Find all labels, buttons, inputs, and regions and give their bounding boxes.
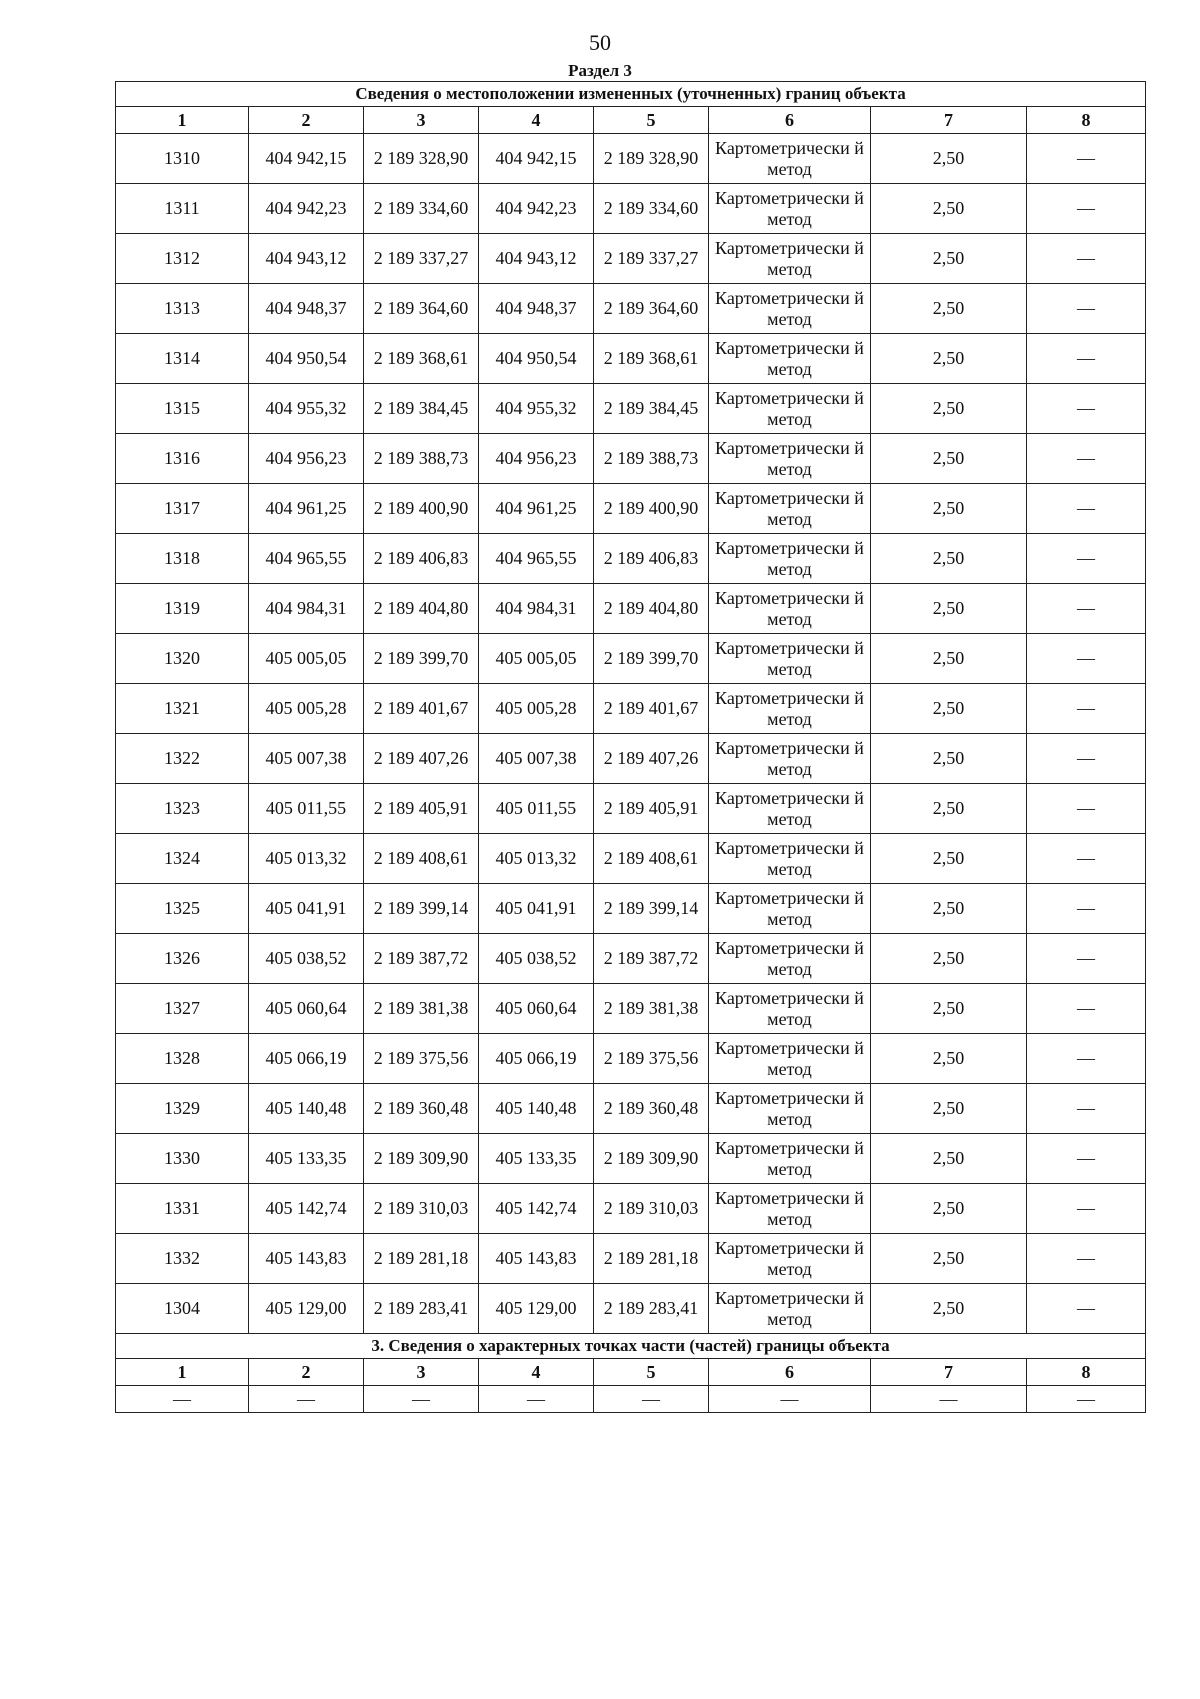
y-refined-cell: 2 189 381,38 [594,984,709,1034]
parts-cell: — [871,1386,1027,1413]
point-number-cell: 1318 [116,534,249,584]
column-number: 4 [479,1359,594,1386]
y-refined-cell: 2 189 368,61 [594,334,709,384]
table-caption: Сведения о местоположении измененных (уточненных) границ объекта [116,82,1146,107]
accuracy-cell: 2,50 [871,884,1027,934]
point-number-cell: 1319 [116,584,249,634]
x-existing-cell: 405 005,28 [249,684,364,734]
x-refined-cell: 405 007,38 [479,734,594,784]
y-refined-cell: 2 189 401,67 [594,684,709,734]
table-row [116,534,1146,584]
table-row [116,684,1146,734]
accuracy-cell: 2,50 [871,734,1027,784]
x-refined-cell: 404 950,54 [479,334,594,384]
x-existing-cell: 405 038,52 [249,934,364,984]
x-existing-cell: 405 129,00 [249,1284,364,1334]
table-row [116,1084,1146,1134]
y-existing-cell: 2 189 387,72 [364,934,479,984]
accuracy-cell: 2,50 [871,584,1027,634]
y-existing-cell: 2 189 401,67 [364,684,479,734]
y-existing-cell: 2 189 360,48 [364,1084,479,1134]
point-number-cell: 1320 [116,634,249,684]
accuracy-cell: 2,50 [871,234,1027,284]
point-number-cell: 1322 [116,734,249,784]
note-cell: — [1027,584,1146,634]
x-refined-cell: 404 948,37 [479,284,594,334]
method-cell: Картометрически й метод [709,1234,871,1284]
x-refined-cell: 405 066,19 [479,1034,594,1084]
y-existing-cell: 2 189 283,41 [364,1284,479,1334]
y-refined-cell: 2 189 281,18 [594,1234,709,1284]
x-existing-cell: 405 013,32 [249,834,364,884]
y-refined-cell: 2 189 328,90 [594,134,709,184]
point-number-cell: 1314 [116,334,249,384]
column-number: 8 [1027,107,1146,134]
y-refined-cell: 2 189 388,73 [594,434,709,484]
x-existing-cell: 404 956,23 [249,434,364,484]
parts-cell: — [709,1386,871,1413]
y-existing-cell: 2 189 368,61 [364,334,479,384]
point-number-cell: 1325 [116,884,249,934]
y-existing-cell: 2 189 407,26 [364,734,479,784]
method-cell: Картометрически й метод [709,734,871,784]
method-cell: Картометрически й метод [709,1284,871,1334]
accuracy-cell: 2,50 [871,434,1027,484]
x-existing-cell: 405 011,55 [249,784,364,834]
x-existing-cell: 404 942,23 [249,184,364,234]
table-row [116,334,1146,384]
note-cell: — [1027,1134,1146,1184]
x-refined-cell: 405 142,74 [479,1184,594,1234]
note-cell: — [1027,934,1146,984]
point-number-cell: 1324 [116,834,249,884]
column-number: 1 [116,1359,249,1386]
method-cell: Картометрически й метод [709,1134,871,1184]
table-row [116,234,1146,284]
y-refined-cell: 2 189 408,61 [594,834,709,884]
column-number: 3 [364,107,479,134]
x-refined-cell: 405 143,83 [479,1234,594,1284]
accuracy-cell: 2,50 [871,534,1027,584]
y-existing-cell: 2 189 399,14 [364,884,479,934]
column-number: 2 [249,107,364,134]
y-existing-cell: 2 189 381,38 [364,984,479,1034]
y-refined-cell: 2 189 407,26 [594,734,709,784]
accuracy-cell: 2,50 [871,984,1027,1034]
point-number-cell: 1329 [116,1084,249,1134]
x-existing-cell: 404 961,25 [249,484,364,534]
y-refined-cell: 2 189 360,48 [594,1084,709,1134]
note-cell: — [1027,184,1146,234]
note-cell: — [1027,134,1146,184]
accuracy-cell: 2,50 [871,384,1027,434]
column-number: 5 [594,107,709,134]
accuracy-cell: 2,50 [871,1184,1027,1234]
note-cell: — [1027,234,1146,284]
y-existing-cell: 2 189 406,83 [364,534,479,584]
y-refined-cell: 2 189 283,41 [594,1284,709,1334]
column-number: 8 [1027,1359,1146,1386]
parts-cell: — [364,1386,479,1413]
table-row [116,384,1146,434]
method-cell: Картометрически й метод [709,884,871,934]
y-existing-cell: 2 189 310,03 [364,1184,479,1234]
parts-cell: — [594,1386,709,1413]
x-existing-cell: 404 955,32 [249,384,364,434]
accuracy-cell: 2,50 [871,834,1027,884]
accuracy-cell: 2,50 [871,134,1027,184]
y-existing-cell: 2 189 364,60 [364,284,479,334]
method-cell: Картометрически й метод [709,584,871,634]
method-cell: Картометрически й метод [709,984,871,1034]
x-refined-cell: 405 011,55 [479,784,594,834]
parts-cell: — [1027,1386,1146,1413]
note-cell: — [1027,1284,1146,1334]
y-refined-cell: 2 189 384,45 [594,384,709,434]
method-cell: Картометрически й метод [709,534,871,584]
table-row [116,134,1146,184]
accuracy-cell: 2,50 [871,1084,1027,1134]
table-row [116,834,1146,884]
parts-row [116,1386,1146,1413]
y-refined-cell: 2 189 400,90 [594,484,709,534]
accuracy-cell: 2,50 [871,634,1027,684]
x-existing-cell: 404 943,12 [249,234,364,284]
section-title: Раздел 3 [568,61,632,80]
table-row [116,984,1146,1034]
column-number-row [116,107,1146,134]
point-number-cell: 1315 [116,384,249,434]
note-cell: — [1027,534,1146,584]
point-number-cell: 1316 [116,434,249,484]
x-existing-cell: 405 066,19 [249,1034,364,1084]
method-cell: Картометрически й метод [709,684,871,734]
point-number-cell: 1328 [116,1034,249,1084]
x-existing-cell: 405 041,91 [249,884,364,934]
note-cell: — [1027,1184,1146,1234]
table-row [116,634,1146,684]
method-cell: Картометрически й метод [709,1084,871,1134]
note-cell: — [1027,684,1146,734]
note-cell: — [1027,634,1146,684]
method-cell: Картометрически й метод [709,384,871,434]
column-number: 7 [871,1359,1027,1386]
point-number-cell: 1326 [116,934,249,984]
table-row [116,784,1146,834]
point-number-cell: 1313 [116,284,249,334]
method-cell: Картометрически й метод [709,934,871,984]
table-row [116,484,1146,534]
x-existing-cell: 404 950,54 [249,334,364,384]
accuracy-cell: 2,50 [871,1284,1027,1334]
method-cell: Картометрически й метод [709,1034,871,1084]
y-refined-cell: 2 189 364,60 [594,284,709,334]
y-refined-cell: 2 189 310,03 [594,1184,709,1234]
x-existing-cell: 405 060,64 [249,984,364,1034]
x-refined-cell: 405 005,28 [479,684,594,734]
method-cell: Картометрически й метод [709,284,871,334]
point-number-cell: 1321 [116,684,249,734]
point-number-cell: 1327 [116,984,249,1034]
table-row [116,884,1146,934]
table-row [116,1234,1146,1284]
table-row [116,934,1146,984]
accuracy-cell: 2,50 [871,1234,1027,1284]
x-existing-cell: 405 005,05 [249,634,364,684]
point-number-cell: 1330 [116,1134,249,1184]
y-existing-cell: 2 189 408,61 [364,834,479,884]
point-number-cell: 1323 [116,784,249,834]
y-refined-cell: 2 189 309,90 [594,1134,709,1184]
method-cell: Картометрически й метод [709,134,871,184]
y-existing-cell: 2 189 337,27 [364,234,479,284]
note-cell: — [1027,484,1146,534]
note-cell: — [1027,984,1146,1034]
note-cell: — [1027,434,1146,484]
parts-cell: — [116,1386,249,1413]
note-cell: — [1027,284,1146,334]
table-row [116,434,1146,484]
x-existing-cell: 405 143,83 [249,1234,364,1284]
y-refined-cell: 2 189 406,83 [594,534,709,584]
point-number-cell: 1311 [116,184,249,234]
x-refined-cell: 405 060,64 [479,984,594,1034]
point-number-cell: 1331 [116,1184,249,1234]
column-number: 6 [709,1359,871,1386]
x-refined-cell: 405 013,32 [479,834,594,884]
y-refined-cell: 2 189 399,14 [594,884,709,934]
x-refined-cell: 405 041,91 [479,884,594,934]
point-number-cell: 1310 [116,134,249,184]
y-existing-cell: 2 189 334,60 [364,184,479,234]
accuracy-cell: 2,50 [871,684,1027,734]
accuracy-cell: 2,50 [871,1134,1027,1184]
point-number-cell: 1332 [116,1234,249,1284]
table-row [116,1184,1146,1234]
note-cell: — [1027,834,1146,884]
method-cell: Картометрически й метод [709,634,871,684]
y-existing-cell: 2 189 309,90 [364,1134,479,1184]
y-existing-cell: 2 189 399,70 [364,634,479,684]
x-refined-cell: 405 038,52 [479,934,594,984]
x-refined-cell: 405 133,35 [479,1134,594,1184]
table-row [116,1134,1146,1184]
note-cell: — [1027,1034,1146,1084]
x-existing-cell: 405 133,35 [249,1134,364,1184]
x-refined-cell: 405 005,05 [479,634,594,684]
page-number: 50 [589,30,611,55]
accuracy-cell: 2,50 [871,284,1027,334]
table-row [116,1284,1146,1334]
boundary-coordinates-table [115,81,1146,1413]
method-cell: Картометрически й метод [709,834,871,884]
table-row [116,184,1146,234]
method-cell: Картометрически й метод [709,184,871,234]
y-existing-cell: 2 189 400,90 [364,484,479,534]
point-number-cell: 1304 [116,1284,249,1334]
y-existing-cell: 2 189 404,80 [364,584,479,634]
method-cell: Картометрически й метод [709,784,871,834]
point-number-cell: 1312 [116,234,249,284]
x-refined-cell: 404 956,23 [479,434,594,484]
y-existing-cell: 2 189 328,90 [364,134,479,184]
y-refined-cell: 2 189 404,80 [594,584,709,634]
accuracy-cell: 2,50 [871,484,1027,534]
table-row [116,584,1146,634]
y-existing-cell: 2 189 375,56 [364,1034,479,1084]
column-number: 7 [871,107,1027,134]
x-existing-cell: 404 984,31 [249,584,364,634]
x-refined-cell: 405 129,00 [479,1284,594,1334]
column-number: 5 [594,1359,709,1386]
note-cell: — [1027,884,1146,934]
y-refined-cell: 2 189 405,91 [594,784,709,834]
parts-column-number-row [116,1359,1146,1386]
x-refined-cell: 404 984,31 [479,584,594,634]
note-cell: — [1027,734,1146,784]
parts-cell: — [479,1386,594,1413]
accuracy-cell: 2,50 [871,1034,1027,1084]
y-existing-cell: 2 189 388,73 [364,434,479,484]
method-cell: Картометрически й метод [709,1184,871,1234]
parts-caption: 3. Сведения о характерных точках части (частей) границы объекта [116,1334,1146,1359]
method-cell: Картометрически й метод [709,334,871,384]
column-number: 6 [709,107,871,134]
y-refined-cell: 2 189 387,72 [594,934,709,984]
note-cell: — [1027,1084,1146,1134]
accuracy-cell: 2,50 [871,784,1027,834]
note-cell: — [1027,1234,1146,1284]
table-row [116,284,1146,334]
y-existing-cell: 2 189 384,45 [364,384,479,434]
method-cell: Картометрически й метод [709,234,871,284]
accuracy-cell: 2,50 [871,334,1027,384]
x-existing-cell: 405 142,74 [249,1184,364,1234]
note-cell: — [1027,784,1146,834]
x-refined-cell: 404 942,23 [479,184,594,234]
column-number: 1 [116,107,249,134]
x-refined-cell: 404 955,32 [479,384,594,434]
x-refined-cell: 404 943,12 [479,234,594,284]
note-cell: — [1027,384,1146,434]
y-refined-cell: 2 189 375,56 [594,1034,709,1084]
point-number-cell: 1317 [116,484,249,534]
x-refined-cell: 404 965,55 [479,534,594,584]
y-existing-cell: 2 189 281,18 [364,1234,479,1284]
method-cell: Картометрически й метод [709,434,871,484]
y-refined-cell: 2 189 334,60 [594,184,709,234]
note-cell: — [1027,334,1146,384]
x-refined-cell: 405 140,48 [479,1084,594,1134]
x-refined-cell: 404 942,15 [479,134,594,184]
y-existing-cell: 2 189 405,91 [364,784,479,834]
table-row [116,734,1146,784]
x-existing-cell: 405 140,48 [249,1084,364,1134]
method-cell: Картометрически й метод [709,484,871,534]
accuracy-cell: 2,50 [871,184,1027,234]
x-existing-cell: 404 965,55 [249,534,364,584]
column-number: 3 [364,1359,479,1386]
x-existing-cell: 404 942,15 [249,134,364,184]
parts-cell: — [249,1386,364,1413]
x-refined-cell: 404 961,25 [479,484,594,534]
table-row [116,1034,1146,1084]
accuracy-cell: 2,50 [871,934,1027,984]
y-refined-cell: 2 189 337,27 [594,234,709,284]
x-existing-cell: 405 007,38 [249,734,364,784]
y-refined-cell: 2 189 399,70 [594,634,709,684]
column-number: 2 [249,1359,364,1386]
x-existing-cell: 404 948,37 [249,284,364,334]
column-number: 4 [479,107,594,134]
